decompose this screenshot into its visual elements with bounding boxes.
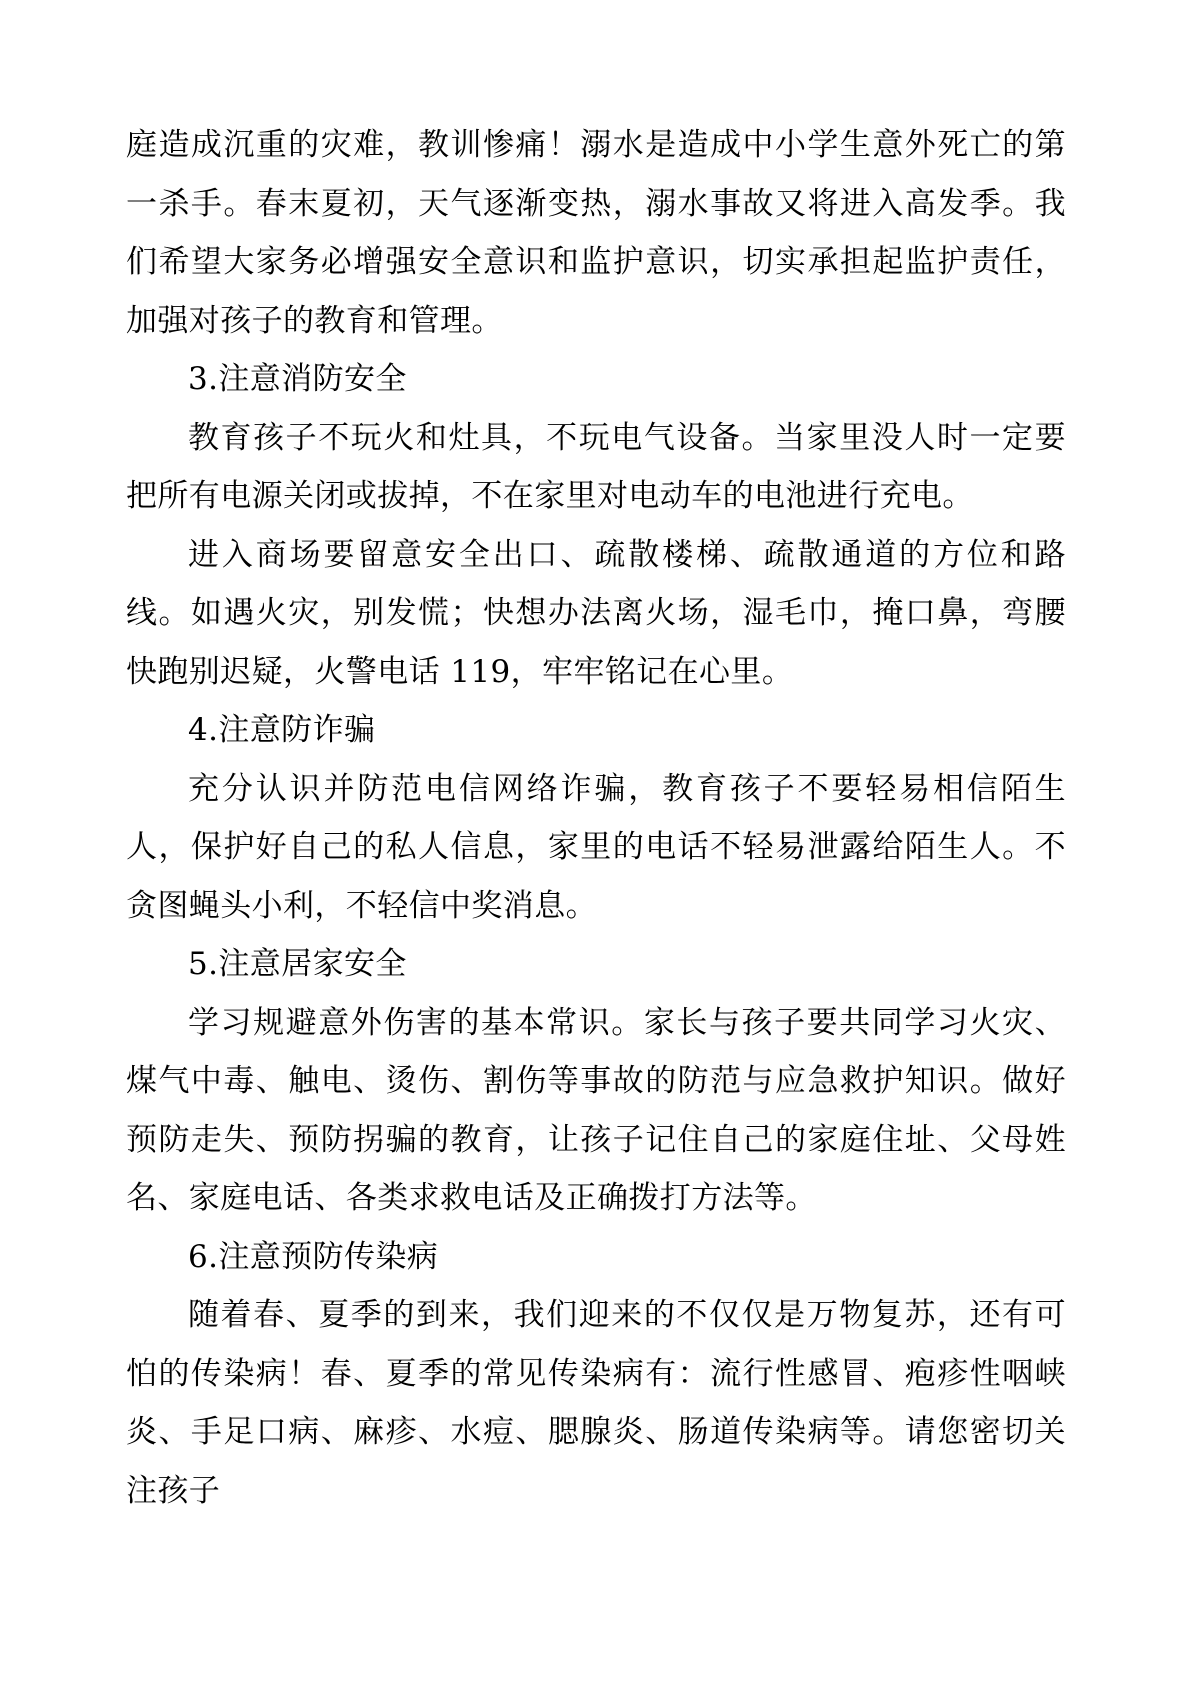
document-body <box>126 116 1066 1520</box>
paragraph-infectious-disease: 随着春、夏季的到来，我们迎来的不仅仅是万物复苏，还有可怕的传染病！春、夏季的常见传染病有：流行性感冒、疱疹性咽峡炎、手足口病、麻疹、水痘、腮腺炎、肠道传染病等。请您密切关注孩子 <box>126 1297 1066 1509</box>
heading-infectious-disease: 6.注意预防传染病 <box>188 1238 439 1275</box>
heading-home-safety: 5.注意居家安全 <box>188 946 407 982</box>
paragraph-fire-safety-home: 教育孩子不玩火和灶具，不玩电气设备。当家里没人时一定要把所有电源关闭或拔掉，不在家里对电动车的电池进行充电。 <box>126 419 1066 514</box>
heading-anti-fraud: 4.注意防诈骗 <box>188 712 376 748</box>
paragraph-anti-fraud: 充分认识并防范电信网络诈骗，教育孩子不要轻易相信陌生人，保护好自己的私人信息，家里的电话不轻易泄露给陌生人。不贪图蝇头小利，不轻信中奖消息。 <box>126 770 1066 924</box>
paragraph-fire-safety-mall: 进入商场要留意安全出口、疏散楼梯、疏散通道的方位和路线。如遇火灾，别发慌；快想办法离火场，湿毛巾，掩口鼻，弯腰快跑别迟疑，火警电话 119，牢牢铭记在心里。 <box>126 536 1066 690</box>
paragraph-drowning-continued: 庭造成沉重的灾难，教训惨痛！溺水是造成中小学生意外死亡的第一杀手。春末夏初，天气逐渐变热，溺水事故又将进入高发季。我们希望大家务必增强安全意识和监护意识，切实承担起监护责任，加强对孩子的教育和管理。 <box>126 127 1066 339</box>
heading-fire-safety: 3.注意消防安全 <box>188 361 407 397</box>
paragraph-home-safety: 学习规避意外伤害的基本常识。家长与孩子要共同学习火灾、煤气中毒、触电、烫伤、割伤等事故的防范与应急救护知识。做好预防走失、预防拐骗的教育，让孩子记住自己的家庭住址、父母姓名、家庭电话、各类求救电话及正确拨打方法等。 <box>126 1004 1066 1216</box>
